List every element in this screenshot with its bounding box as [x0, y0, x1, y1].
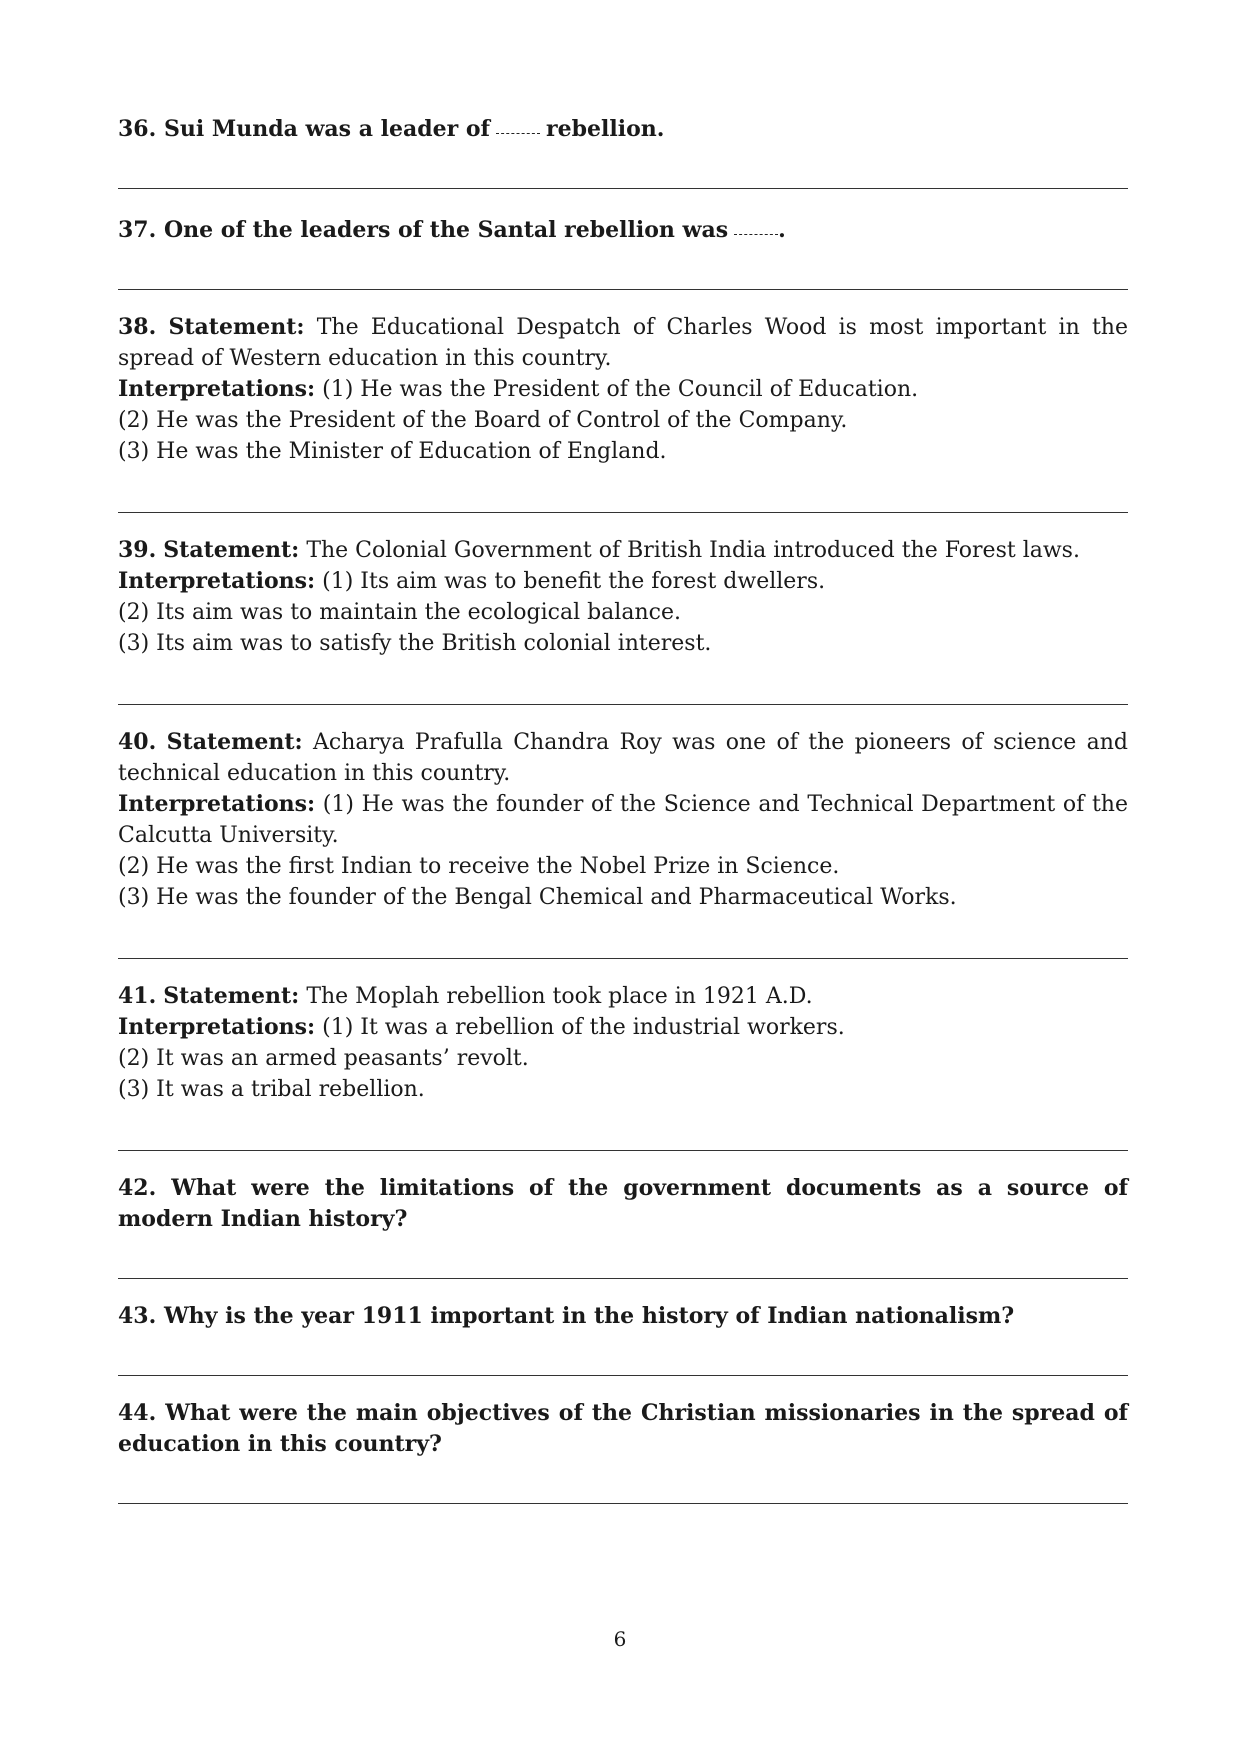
- question-number: 44.: [118, 1400, 157, 1426]
- interpretation-1: (1) He was the President of the Council of Education.: [322, 377, 919, 402]
- question-text: Sui Munda was a leader of: [163, 116, 491, 142]
- question-42: [118, 1173, 1128, 1235]
- interpretation-2: (2) He was the first Indian to receive the Nobel Prize in Science.: [118, 854, 840, 879]
- question-number: 38.: [118, 314, 157, 340]
- question-43: [118, 1301, 1128, 1332]
- question-41: [118, 981, 1128, 1105]
- question-44: [118, 1398, 1128, 1460]
- interpretation-1: (1) Its aim was to benefit the forest dwellers.: [322, 569, 826, 594]
- statement-label: Statement:: [163, 537, 300, 563]
- question-number: 43.: [118, 1303, 157, 1329]
- interpretation-2: (2) He was the President of the Board of Control of the Company.: [118, 408, 848, 433]
- statement: [118, 535, 1128, 566]
- question-37: [118, 215, 1128, 246]
- interpretation-1: (1) It was a rebellion of the industrial workers.: [322, 1015, 845, 1040]
- statement-label: Statement:: [163, 983, 300, 1009]
- interpretation-3: (3) He was the Minister of Education of England.: [118, 439, 667, 464]
- fill-in-blank: [734, 234, 778, 235]
- statement-label: Statement:: [168, 314, 305, 340]
- fill-in-blank: [496, 133, 540, 134]
- question-number: 41.: [118, 983, 157, 1009]
- interpretation-3: (3) It was a tribal rebellion.: [118, 1077, 425, 1102]
- question-text: What were the main objectives of the Christian missionaries in the spread of education in this country?: [118, 1400, 1128, 1457]
- interpretation-2: (2) Its aim was to maintain the ecological balance.: [118, 600, 681, 625]
- question-number: 37.: [118, 217, 157, 243]
- question-text: .: [778, 217, 786, 243]
- statement-text: The Moplah rebellion took place in 1921 A.D.: [306, 984, 813, 1009]
- question-36: [118, 114, 1128, 145]
- interpretations-label: Interpretations:: [118, 1014, 316, 1040]
- interpretation-2: (2) It was an armed peasants’ revolt.: [118, 1046, 529, 1071]
- statement: [118, 981, 1128, 1012]
- question-number: 36.: [118, 116, 157, 142]
- question-text: Why is the year 1911 important in the history of Indian nationalism?: [163, 1303, 1015, 1329]
- statement: [118, 312, 1128, 374]
- interpretations: [118, 566, 1128, 597]
- question-39: [118, 535, 1128, 659]
- interpretations: [118, 1012, 1128, 1043]
- question-text: One of the leaders of the Santal rebellion was: [163, 217, 729, 243]
- statement-label: Statement:: [166, 729, 303, 755]
- answer-line: [118, 1503, 1128, 1504]
- interpretations: [118, 789, 1128, 851]
- interpretation-3: (3) Its aim was to satisfy the British colonial interest.: [118, 631, 712, 656]
- interpretations: [118, 374, 1128, 405]
- question-40: [118, 727, 1128, 913]
- interpretations-label: Interpretations:: [118, 376, 316, 402]
- question-number: 39.: [118, 537, 157, 563]
- statement-text: The Colonial Government of British India introduced the Forest laws.: [306, 538, 1080, 563]
- statement-text: The Educational Despatch of Charles Wood is most important in the spread of Western education in this country.: [118, 315, 1128, 371]
- page-number: 6: [613, 1627, 627, 1651]
- question-38: [118, 312, 1128, 467]
- interpretations-label: Interpretations:: [118, 568, 316, 594]
- statement: [118, 727, 1128, 789]
- question-number: 40.: [118, 729, 157, 755]
- interpretation-1: (1) He was the founder of the Science and Technical Department of the Calcutta University.: [118, 792, 1128, 848]
- question-number: 42.: [118, 1175, 157, 1201]
- statement-text: Acharya Prafulla Chandra Roy was one of the pioneers of science and technical education in this country.: [118, 730, 1129, 786]
- questions-container: [118, 114, 1128, 1504]
- question-text: What were the limitations of the government documents as a source of modern Indian history?: [118, 1175, 1129, 1232]
- interpretations-label: Interpretations:: [118, 791, 316, 817]
- interpretation-3: (3) He was the founder of the Bengal Chemical and Pharmaceutical Works.: [118, 885, 957, 910]
- question-text: rebellion.: [546, 116, 665, 142]
